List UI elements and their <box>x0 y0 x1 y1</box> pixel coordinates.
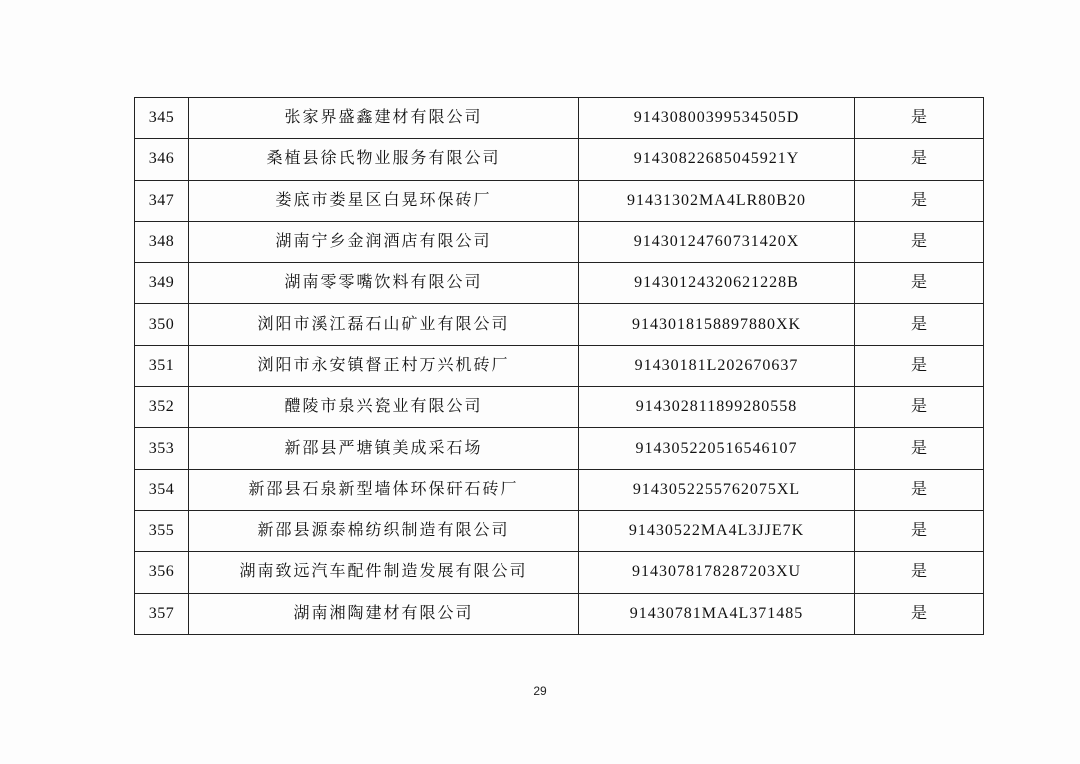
status-cell: 是 <box>855 98 984 139</box>
row-number-cell: 356 <box>135 552 189 593</box>
credit-code-cell: 914302811899280558 <box>579 387 855 428</box>
company-name-cell: 桑植县徐氏物业服务有限公司 <box>189 139 579 180</box>
company-name-cell: 娄底市娄星区白晃环保砖厂 <box>189 180 579 221</box>
status-cell: 是 <box>855 593 984 634</box>
row-number-cell: 350 <box>135 304 189 345</box>
table-row <box>135 552 984 593</box>
enterprise-table <box>134 97 984 635</box>
table-row <box>135 139 984 180</box>
status-cell: 是 <box>855 552 984 593</box>
company-name-cell: 湖南宁乡金润酒店有限公司 <box>189 221 579 262</box>
credit-code-cell: 9143018158897880XK <box>579 304 855 345</box>
status-cell: 是 <box>855 510 984 551</box>
credit-code-cell: 91430124320621228B <box>579 263 855 304</box>
row-number-cell: 352 <box>135 387 189 428</box>
company-name-cell: 浏阳市永安镇督正村万兴机砖厂 <box>189 345 579 386</box>
credit-code-cell: 91431302MA4LR80B20 <box>579 180 855 221</box>
credit-code-cell: 91430522MA4L3JJE7K <box>579 510 855 551</box>
enterprise-table-body <box>135 98 984 635</box>
table-row <box>135 98 984 139</box>
company-name-cell: 新邵县石泉新型墙体环保矸石砖厂 <box>189 469 579 510</box>
table-row <box>135 428 984 469</box>
credit-code-cell: 91430181L202670637 <box>579 345 855 386</box>
table-row <box>135 180 984 221</box>
credit-code-cell: 9143078178287203XU <box>579 552 855 593</box>
status-cell: 是 <box>855 387 984 428</box>
company-name-cell: 张家界盛鑫建材有限公司 <box>189 98 579 139</box>
status-cell: 是 <box>855 139 984 180</box>
status-cell: 是 <box>855 263 984 304</box>
row-number-cell: 355 <box>135 510 189 551</box>
table-row <box>135 387 984 428</box>
table-row <box>135 345 984 386</box>
credit-code-cell: 914305220516546107 <box>579 428 855 469</box>
row-number-cell: 357 <box>135 593 189 634</box>
status-cell: 是 <box>855 428 984 469</box>
credit-code-cell: 91430781MA4L371485 <box>579 593 855 634</box>
row-number-cell: 351 <box>135 345 189 386</box>
company-name-cell: 湖南零零嘴饮料有限公司 <box>189 263 579 304</box>
credit-code-cell: 91430800399534505D <box>579 98 855 139</box>
table-row <box>135 469 984 510</box>
status-cell: 是 <box>855 180 984 221</box>
company-name-cell: 湖南致远汽车配件制造发展有限公司 <box>189 552 579 593</box>
status-cell: 是 <box>855 221 984 262</box>
company-name-cell: 醴陵市泉兴瓷业有限公司 <box>189 387 579 428</box>
row-number-cell: 347 <box>135 180 189 221</box>
row-number-cell: 348 <box>135 221 189 262</box>
row-number-cell: 349 <box>135 263 189 304</box>
credit-code-cell: 91430124760731420X <box>579 221 855 262</box>
company-name-cell: 新邵县严塘镇美成采石场 <box>189 428 579 469</box>
table-row <box>135 221 984 262</box>
status-cell: 是 <box>855 345 984 386</box>
row-number-cell: 345 <box>135 98 189 139</box>
company-name-cell: 新邵县源泰棉纺织制造有限公司 <box>189 510 579 551</box>
table-row <box>135 510 984 551</box>
row-number-cell: 353 <box>135 428 189 469</box>
credit-code-cell: 91430822685045921Y <box>579 139 855 180</box>
table-row <box>135 263 984 304</box>
status-cell: 是 <box>855 469 984 510</box>
company-name-cell: 浏阳市溪江磊石山矿业有限公司 <box>189 304 579 345</box>
table-row <box>135 304 984 345</box>
row-number-cell: 346 <box>135 139 189 180</box>
company-name-cell: 湖南湘陶建材有限公司 <box>189 593 579 634</box>
status-cell: 是 <box>855 304 984 345</box>
row-number-cell: 354 <box>135 469 189 510</box>
page-number: 29 <box>533 684 547 698</box>
credit-code-cell: 9143052255762075XL <box>579 469 855 510</box>
table-row <box>135 593 984 634</box>
